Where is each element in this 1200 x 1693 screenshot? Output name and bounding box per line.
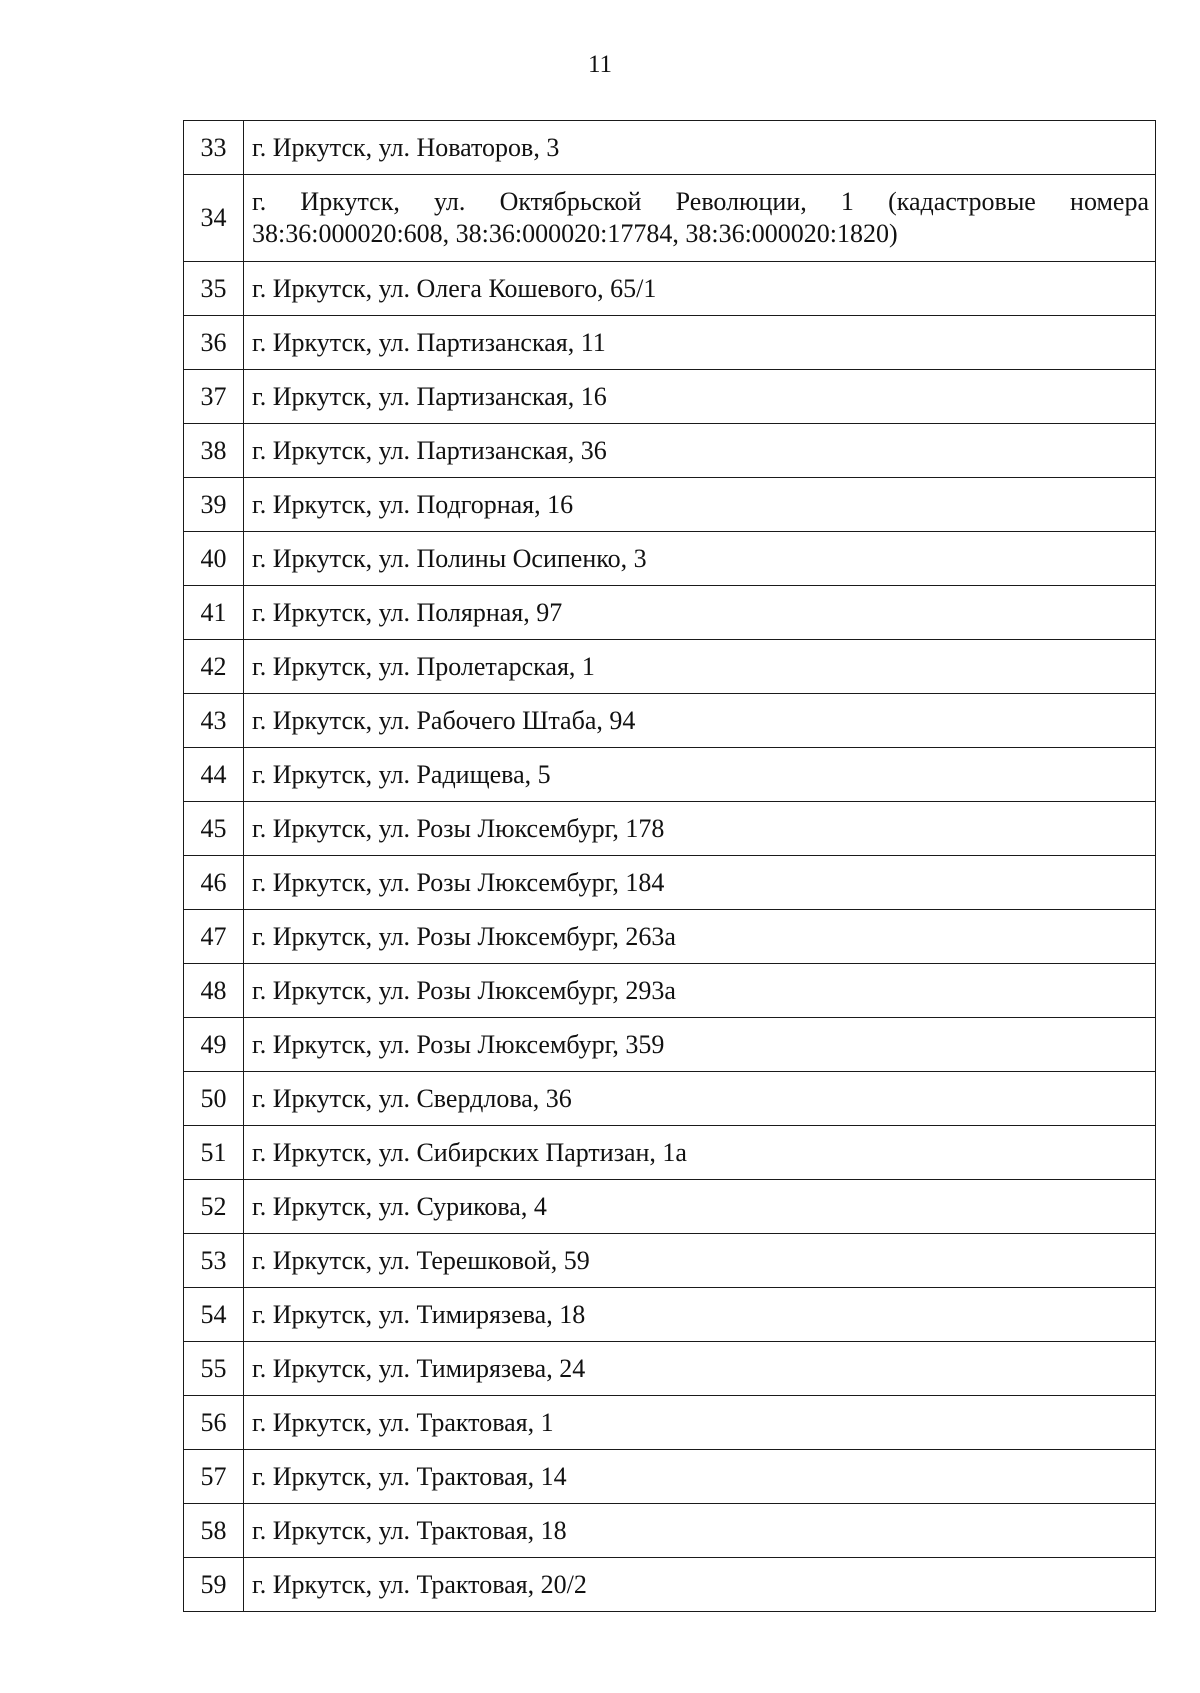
row-address: г. Иркутск, ул. Розы Люксембург, 184 [244,856,1156,910]
row-number: 45 [184,802,244,856]
row-number: 52 [184,1180,244,1234]
row-address: г. Иркутск, ул. Рабочего Штаба, 94 [244,694,1156,748]
row-number: 34 [184,175,244,262]
row-address: г. Иркутск, ул. Радищева, 5 [244,748,1156,802]
table-row [184,1558,1156,1612]
table-row [184,802,1156,856]
row-address: г. Иркутск, ул. Розы Люксембург, 178 [244,802,1156,856]
table-row [184,1180,1156,1234]
row-number: 42 [184,640,244,694]
row-number: 40 [184,532,244,586]
table-row [184,1504,1156,1558]
row-address: г. Иркутск, ул. Свердлова, 36 [244,1072,1156,1126]
row-number: 47 [184,910,244,964]
table-row [184,856,1156,910]
table-row [184,1342,1156,1396]
row-address: г. Иркутск, ул. Розы Люксембург, 263а [244,910,1156,964]
row-address: г. Иркутск, ул. Партизанская, 11 [244,316,1156,370]
row-number: 38 [184,424,244,478]
address-table [183,120,1156,1612]
table-row [184,532,1156,586]
table-row [184,586,1156,640]
row-address: г. Иркутск, ул. Подгорная, 16 [244,478,1156,532]
row-address: г. Иркутск, ул. Розы Люксембург, 293а [244,964,1156,1018]
row-number: 43 [184,694,244,748]
row-number: 57 [184,1450,244,1504]
table-row [184,121,1156,175]
row-number: 46 [184,856,244,910]
row-address: г. Иркутск, ул. Полярная, 97 [244,586,1156,640]
row-address: г. Иркутск, ул. Партизанская, 36 [244,424,1156,478]
table-row [184,1072,1156,1126]
row-number: 33 [184,121,244,175]
table-row [184,1018,1156,1072]
row-number: 59 [184,1558,244,1612]
table-row [184,1234,1156,1288]
row-address: г. Иркутск, ул. Трактовая, 1 [244,1396,1156,1450]
table-row [184,262,1156,316]
row-number: 41 [184,586,244,640]
row-number: 36 [184,316,244,370]
row-address: г. Иркутск, ул. Полины Осипенко, 3 [244,532,1156,586]
table-row [184,640,1156,694]
row-address: г. Иркутск, ул. Тимирязева, 18 [244,1288,1156,1342]
row-number: 44 [184,748,244,802]
row-address: г. Иркутск, ул. Сурикова, 4 [244,1180,1156,1234]
row-number: 53 [184,1234,244,1288]
table-row [184,1126,1156,1180]
row-address: г. Иркутск, ул. Октябрьской Революции, 1 (кадастровые номера 38:36:000020:608, 38:36:000020:17784, 38:36:000020:1820) [244,175,1156,262]
row-number: 58 [184,1504,244,1558]
row-address: г. Иркутск, ул. Трактовая, 20/2 [244,1558,1156,1612]
row-number: 56 [184,1396,244,1450]
address-table-body [184,121,1156,1612]
row-address: г. Иркутск, ул. Сибирских Партизан, 1а [244,1126,1156,1180]
row-address: г. Иркутск, ул. Розы Люксембург, 359 [244,1018,1156,1072]
table-row [184,748,1156,802]
table-row [184,1450,1156,1504]
row-number: 50 [184,1072,244,1126]
table-row [184,910,1156,964]
row-number: 37 [184,370,244,424]
row-address: г. Иркутск, ул. Олега Кошевого, 65/1 [244,262,1156,316]
table-row [184,424,1156,478]
row-number: 49 [184,1018,244,1072]
table-row [184,478,1156,532]
row-address: г. Иркутск, ул. Пролетарская, 1 [244,640,1156,694]
row-number: 39 [184,478,244,532]
table-row [184,964,1156,1018]
row-address: г. Иркутск, ул. Новаторов, 3 [244,121,1156,175]
row-number: 51 [184,1126,244,1180]
table-row [184,694,1156,748]
table-row [184,370,1156,424]
table-row [184,1288,1156,1342]
page-number: 11 [587,51,613,78]
row-address: г. Иркутск, ул. Трактовая, 14 [244,1450,1156,1504]
row-address: г. Иркутск, ул. Партизанская, 16 [244,370,1156,424]
table-row [184,1396,1156,1450]
row-address: г. Иркутск, ул. Трактовая, 18 [244,1504,1156,1558]
row-number: 48 [184,964,244,1018]
row-address: г. Иркутск, ул. Терешковой, 59 [244,1234,1156,1288]
table-row [184,316,1156,370]
row-address: г. Иркутск, ул. Тимирязева, 24 [244,1342,1156,1396]
row-number: 55 [184,1342,244,1396]
row-number: 35 [184,262,244,316]
row-number: 54 [184,1288,244,1342]
table-row [184,175,1156,262]
